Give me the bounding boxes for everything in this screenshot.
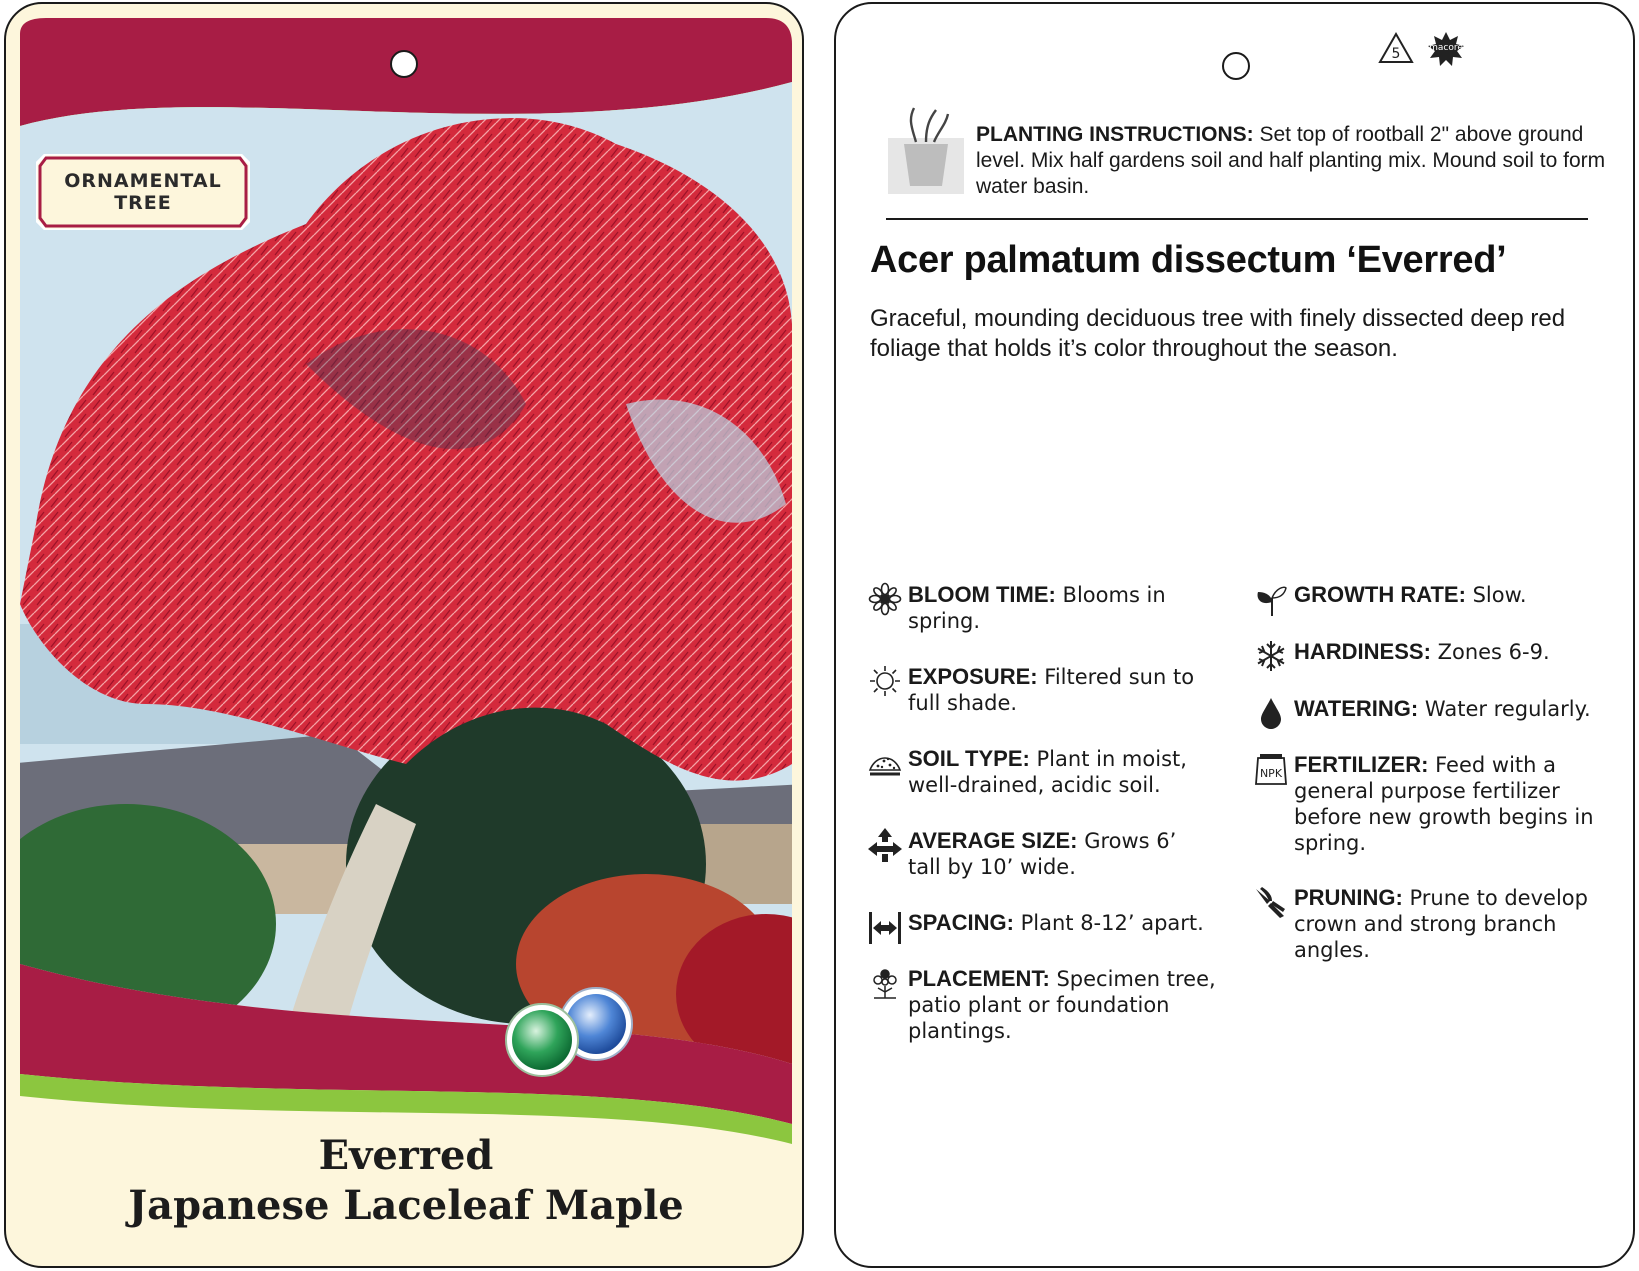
- planting-label: PLANTING INSTRUCTIONS:: [976, 123, 1254, 146]
- hang-hole: [390, 50, 418, 78]
- attr-text: Zones 6-9.: [1430, 640, 1550, 664]
- botanical-name: Acer palmatum dissectum ‘Everred’: [870, 239, 1507, 281]
- attr-text: Plant in moist, well-drained, acidic soil.: [908, 747, 1187, 797]
- attr-text: Specimen tree, patio plant or foundation plantings.: [908, 967, 1216, 1043]
- attr-watering: [1294, 696, 1624, 722]
- badge-line-2: TREE: [114, 192, 172, 214]
- attr-label: HARDINESS:: [1294, 639, 1431, 664]
- soil-icon: [868, 746, 902, 780]
- attr-growth-rate: [1294, 582, 1614, 608]
- attr-label: SPACING:: [908, 910, 1014, 935]
- attr-label: BLOOM TIME:: [908, 582, 1056, 607]
- attr-exposure: [908, 664, 1198, 716]
- recycle-icon: [1380, 34, 1412, 62]
- attr-text: Slow.: [1465, 583, 1527, 607]
- recycle-marks: [1376, 30, 1476, 75]
- pruners-icon: [1254, 885, 1288, 919]
- sprout-icon: [1254, 582, 1288, 616]
- divider: [886, 218, 1588, 220]
- common-name-line-1: Everred: [318, 1132, 494, 1179]
- attr-label: GROWTH RATE:: [1294, 582, 1466, 607]
- back-tag: [834, 2, 1635, 1268]
- svg-text:macore: macore: [1429, 43, 1463, 53]
- water-drop-icon: [1254, 696, 1288, 730]
- npk-icon: [1254, 752, 1288, 786]
- planting-instructions: [976, 122, 1616, 200]
- front-tag: [4, 2, 804, 1268]
- category-badge: [36, 154, 250, 230]
- attr-label: FERTILIZER:: [1294, 752, 1429, 777]
- attr-label: SOIL TYPE:: [908, 746, 1030, 771]
- attr-label: PLACEMENT:: [908, 966, 1050, 991]
- attr-placement: [908, 966, 1228, 1044]
- common-name-line-2: Japanese Laceleaf Maple: [128, 1182, 684, 1229]
- spacing-icon: [868, 910, 902, 944]
- snowflake-icon: [1254, 639, 1288, 673]
- attr-pruning: [1294, 885, 1614, 963]
- attr-label: AVERAGE SIZE:: [908, 828, 1078, 853]
- attr-text: Filtered sun to full shade.: [908, 665, 1195, 715]
- attr-text: Feed with a general purpose fertilizer before new growth begins in spring.: [1294, 753, 1594, 855]
- attr-text: Prune to develop crown and strong branch angles.: [1294, 886, 1588, 962]
- attr-label: WATERING:: [1294, 696, 1419, 721]
- placement-icon: [868, 966, 902, 1000]
- attr-spacing: [908, 910, 1208, 936]
- flower-icon: [868, 582, 902, 616]
- attr-fertilizer: [1259, 752, 1614, 856]
- attr-label: PRUNING:: [1294, 885, 1403, 910]
- size-icon: [868, 828, 902, 862]
- attr-soil-type: [908, 746, 1208, 798]
- green-sphere-icon: [506, 1004, 578, 1076]
- attr-text: Grows 6’ tall by 10’ wide.: [908, 829, 1177, 879]
- sun-icon: [868, 664, 902, 698]
- hang-hole: [1222, 52, 1250, 80]
- svg-text:5: 5: [1391, 46, 1401, 62]
- plant-description: Graceful, mounding deciduous tree with finely dissected deep red foliage that holds it’s color throughout the season.: [870, 305, 1566, 362]
- attr-label: EXPOSURE:: [908, 664, 1038, 689]
- attr-text: Plant 8-12’ apart.: [1013, 911, 1204, 935]
- attr-average-size: [908, 828, 1208, 880]
- planting-text: Set top of rootball 2" above ground level. Mix half gardens soil and half planting mix. Mound soil to form water basin.: [976, 123, 1606, 198]
- planting-pot-icon: [886, 104, 966, 204]
- attr-text: Water regularly.: [1418, 697, 1591, 721]
- attr-hardiness: [1294, 639, 1614, 665]
- attr-bloom-time: [908, 582, 1198, 634]
- svg-text:NPK: NPK: [1259, 767, 1283, 780]
- macore-logo-icon: [1428, 32, 1464, 66]
- attr-text: Blooms in spring.: [908, 583, 1166, 633]
- badge-line-1: ORNAMENTAL: [64, 170, 222, 192]
